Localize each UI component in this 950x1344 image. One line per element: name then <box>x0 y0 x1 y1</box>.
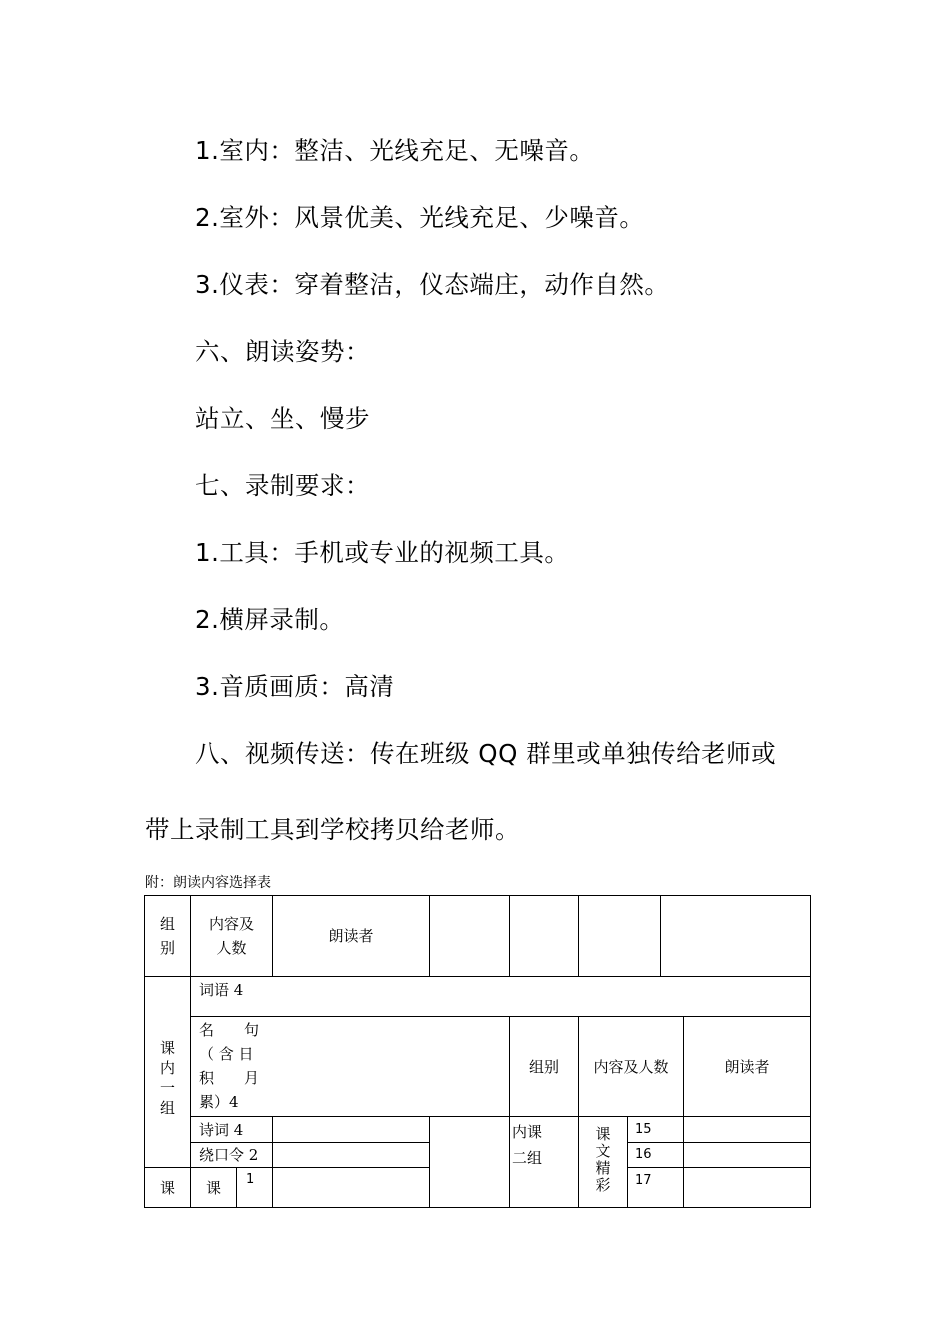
last-row-col2: 课 <box>205 1179 221 1197</box>
group2-header-group: 组别 <box>528 1058 559 1076</box>
text-line-5: 站立、坐、慢步 <box>195 404 370 433</box>
header-reader: 朗读者 <box>328 927 374 945</box>
text-line-8: 2.横屏录制。 <box>195 605 345 634</box>
group1-row-tongue-twister: 绕口令 2 <box>199 1146 259 1164</box>
group2-header-reader: 朗读者 <box>724 1058 770 1076</box>
header-group: 组 别 <box>159 915 175 957</box>
group2-num-17: 17 <box>635 1173 652 1188</box>
last-row-col1: 课 <box>159 1179 175 1197</box>
text-line-2: 2.室外：风景优美、光线充足、少噪音。 <box>195 203 645 232</box>
group1-label: 课 内 一 组 <box>159 1039 175 1117</box>
group2-header-content: 内容及人数 <box>593 1058 669 1076</box>
group2-sub-label: 课 文 精 彩 <box>595 1125 611 1194</box>
text-line-9: 3.音质画质：高清 <box>195 672 395 701</box>
text-line-4: 六、朗读姿势： <box>195 337 370 366</box>
last-row-num: 1 <box>246 1172 255 1187</box>
table-caption: 附：朗读内容选择表 <box>145 875 271 891</box>
group1-row-quotes: 名 句 （ 含 日 积 月 累）4 <box>199 1021 260 1111</box>
group2-num-16: 16 <box>635 1147 652 1162</box>
text-line-3: 3.仪表：穿着整洁，仪态端庄，动作自然。 <box>195 270 670 299</box>
text-line-1: 1.室内：整洁、光线充足、无噪音。 <box>195 136 595 165</box>
header-content: 内容及 人数 <box>208 915 254 957</box>
text-line-7: 1.工具：手机或专业的视频工具。 <box>195 538 570 567</box>
text-line-10: 八、视频传送：传在班级 QQ 群里或单独传给老师或 <box>195 739 777 768</box>
group2-num-15: 15 <box>635 1122 652 1137</box>
group2-label: 内课 二组 <box>512 1123 543 1167</box>
group1-row-words: 词语 4 <box>199 981 244 999</box>
text-line-6: 七、录制要求： <box>195 471 370 500</box>
group1-row-poems: 诗词 4 <box>199 1121 244 1139</box>
text-line-11: 带上录制工具到学校拷贝给老师。 <box>145 815 520 844</box>
